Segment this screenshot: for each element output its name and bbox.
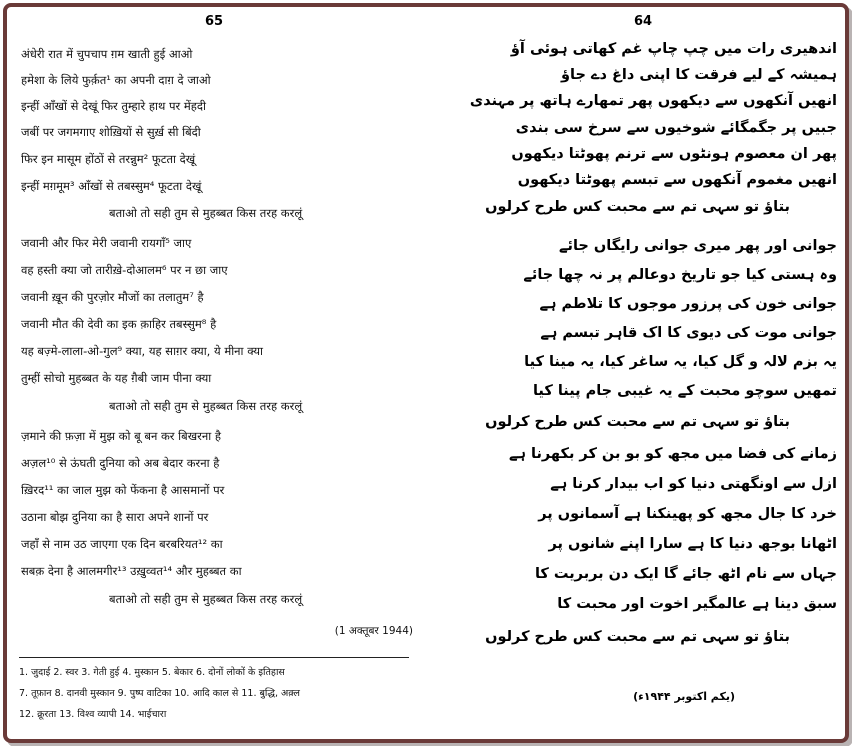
verse-line: ख़िरद¹¹ का जाल मुझ को फेंकना है आसमानों पर — [21, 483, 225, 497]
verse-line: پھر ان معصوم ہونٹوں سے ترنم پھوٹتا دیکھوں — [511, 146, 837, 162]
refrain-line: बताओ तो सही तुम से मुहब्बत किस तरह करलूं — [109, 592, 303, 606]
verse-line: फिर इन मासूम होंठों से तरन्नुम² फूटता देखूं — [21, 152, 196, 166]
verse-line: جوانی اور پھر میری جوانی رایگاں جائے — [559, 238, 837, 254]
verse-line: تمھیں سوچو محبت کے یہ غیبی جام پینا کیا — [532, 383, 837, 399]
footnote-divider — [19, 657, 409, 658]
verse-line: اندھیری رات میں چپ چاپ غم کھاتی ہوئی آؤ — [510, 41, 837, 57]
refrain-line: بتاؤ تو سہی تم سے محبت کس طرح کرلوں — [485, 414, 790, 430]
verse-line: हमेशा के लिये फुर्क़त¹ का अपनी दाग़ दे जाओ — [21, 73, 211, 87]
verse-line: انھیں آنکھوں سے دیکھوں پھر تمھارے ہاتھ پر مہندی — [469, 93, 837, 109]
verse-line: اٹھانا بوجھ دنیا کا ہے سارا اپنے شانوں پر — [548, 536, 837, 552]
verse-line: وہ ہستی کیا جو تاریخ دوعالم پر نہ چھا جائے — [523, 267, 837, 283]
verse-line: जवानी और फिर मेरी जवानी रायगाँ⁵ जाए — [21, 236, 192, 250]
verse-line: वह हस्ती क्या जो तारीख़े-दोआलम⁶ पर न छा जाए — [21, 263, 228, 277]
footnote-line: 12. क्रूरता 13. विश्व व्यापी 14. भाईचारा — [19, 709, 167, 720]
verse-line: सबक़ देना है आलमगीर¹³ उख़ुव्वत¹⁴ और मुहब्बत का — [21, 564, 242, 578]
poem-date: (1 अक्तूबर 1944) — [334, 625, 413, 637]
verse-line: خرد کا جال مجھ کو پھینکنا ہے آسمانوں پر — [538, 506, 837, 522]
refrain-line: بتاؤ تو سہی تم سے محبت کس طرح کرلوں — [485, 629, 790, 645]
verse-line: यह बज़्मे-लाला-ओ-गुल⁹ क्या, यह साग़र क्या, ये मीना क्या — [21, 344, 263, 358]
verse-line: अंधेरी रात में चुपचाप ग़म खाती हुई आओ — [21, 47, 193, 61]
verse-line: زمانے کی فضا میں مجھ کو بو بن کر بکھرنا ہے — [508, 446, 837, 462]
verse-line: جبیں پر جگمگائے شوخیوں سے سرخ سی بندی — [515, 120, 837, 136]
verse-line: جوانی موت کی دیوی کا اک قاہر تبسم ہے — [540, 325, 837, 341]
refrain-line: बताओ तो सही तुम से मुहब्बत किस तरह करलूं — [109, 399, 303, 413]
verse-line: जहाँ से नाम उठ जाएगा एक दिन बरबरियत¹² का — [21, 537, 223, 551]
footnote-line: 1. जुदाई 2. स्वर 3. गेती हुई 4. मुस्कान 5. बेकार 6. दोनों लोकों के इतिहास — [19, 667, 285, 678]
page-number-right: 64 — [634, 14, 653, 29]
verse-line: یہ بزم لالہ و گل کیا، یہ ساغر کیا، یہ مینا کیا — [524, 354, 837, 370]
verse-line: ازل سے اونگھتی دنیا کو اب بیدار کرنا ہے — [550, 476, 837, 492]
verse-line: जवानी मौत की देवी का इक क़ाहिर तबस्सुम⁸ है — [21, 317, 217, 331]
book-spread — [3, 3, 849, 743]
verse-line: तुम्हीं सोचो मुहब्बत के यह ग़ैबी जाम पीना क्या — [21, 371, 212, 385]
left-page — [7, 7, 427, 739]
footnote-line: 7. तूफ़ान 8. दानवी मुस्कान 9. पुष्प वाटिका 10. आदि काल से 11. बुद्धि, अक़्ल — [19, 688, 300, 699]
page-number-left: 65 — [205, 14, 224, 29]
verse-line: جوانی خون کی پرزور موجوں کا تلاطم ہے — [539, 296, 837, 312]
right-page — [427, 7, 845, 739]
verse-line: جہاں سے نام اٹھ جائے گا ایک دن بربریت کا — [534, 566, 837, 582]
verse-line: इन्हीं आँखों से देखूं फिर तुम्हारे हाथ पर मेंहदी — [21, 99, 206, 113]
verse-line: जबीं पर जगमगाए शोख़ियों से सुर्ख़ सी बिंदी — [21, 125, 201, 139]
verse-line: سبق دینا ہے عالمگیر اخوت اور محبت کا — [557, 596, 837, 612]
verse-line: انھیں مغموم آنکھوں سے تبسم پھوٹتا دیکھوں — [517, 172, 837, 188]
refrain-line: बताओ तो सही तुम से मुहब्बत किस तरह करलूं — [109, 206, 303, 220]
verse-line: ज़माने की फ़ज़ा में मुझ को बू बन कर बिखरना है — [21, 429, 221, 443]
refrain-line: بتاؤ تو سہی تم سے محبت کس طرح کرلوں — [485, 199, 790, 215]
verse-line: अज़ल¹⁰ से ऊंघती दुनिया को अब बेदार करना है — [21, 456, 220, 470]
verse-line: उठाना बोझ दुनिया का है सारा अपने शानों पर — [21, 510, 209, 524]
poem-date: (یکم اکتوبر ۱۹۴۴ء) — [633, 690, 735, 703]
verse-line: जवानी ख़ून की पुरज़ोर मौजों का तलातुम⁷ है — [21, 290, 204, 304]
verse-line: इन्हीं मग़मूम³ आँखों से तबस्सुम⁴ फूटता देखूं — [21, 179, 202, 193]
verse-line: ہمیشہ کے لیے فرقت کا اپنی داغ دے جاؤ — [561, 67, 837, 83]
